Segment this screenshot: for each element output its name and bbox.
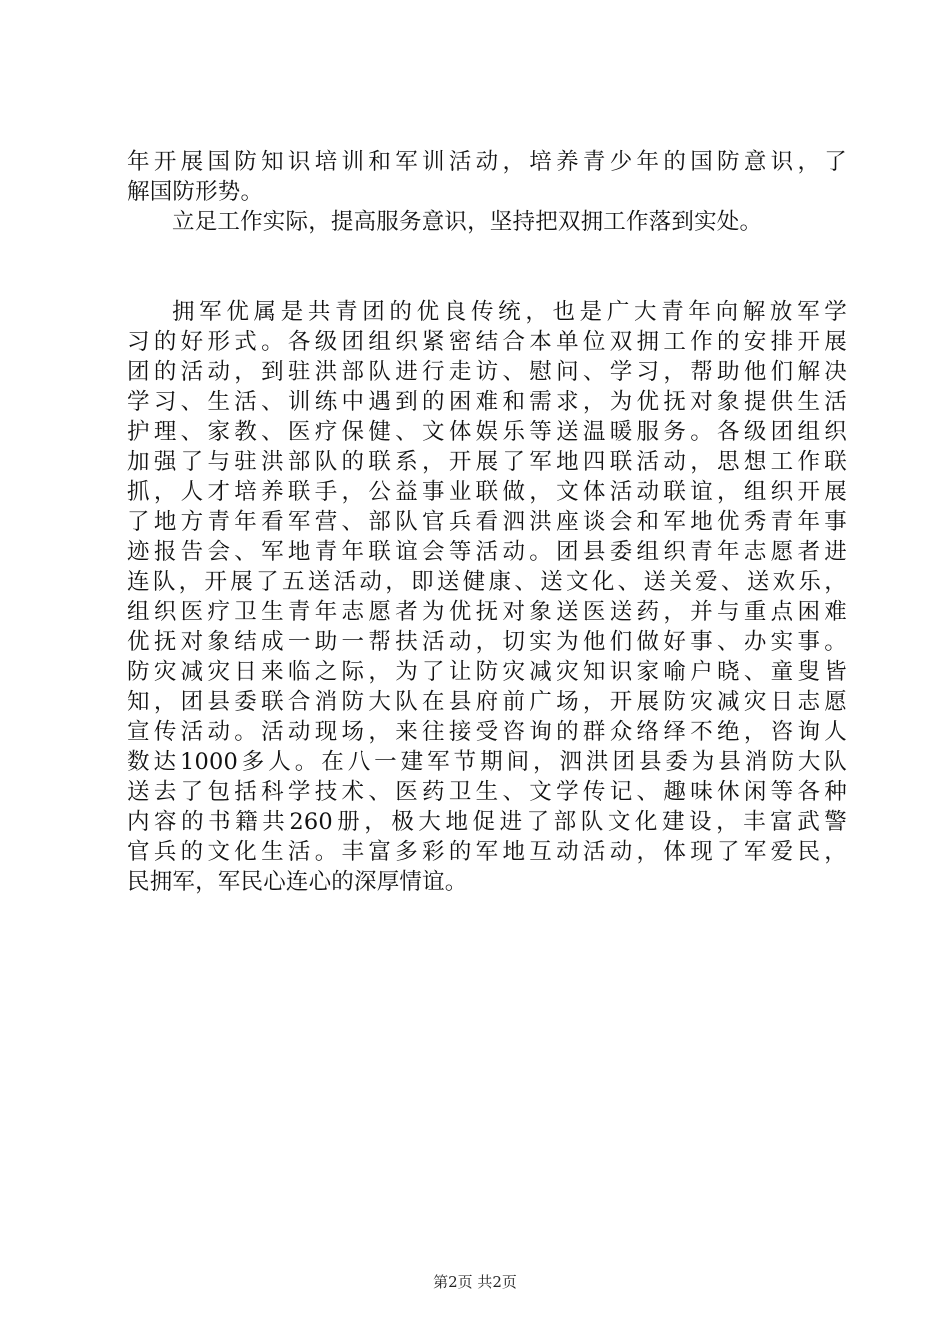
paragraph-gap [127,237,847,297]
text-line: 迹报告会、军地青年联谊会等活动。团县委组织青年志愿者进 [127,539,847,565]
text-line: 民拥军，军民心连心的深厚情谊。 [127,869,468,895]
text-line: 团的活动，到驻洪部队进行走访、慰问、学习，帮助他们解决 [127,359,847,385]
text-line: 宣传活动。活动现场，来往接受咨询的群众络绎不绝，咨询人 [127,719,847,745]
text-line: 连队，开展了五送活动，即送健康、送文化、送关爱、送欢乐， [127,569,847,595]
page-number-label: 第2页 共2页 [433,1273,517,1291]
text-line: 抓，人才培养联手，公益事业联做，文体活动联谊，组织开展 [127,479,847,505]
text-line: 官兵的文化生活。丰富多彩的军地互动活动，体现了军爱民， [127,839,847,865]
text-line: 护理、家教、医疗保健、文体娱乐等送温暖服务。各级团组织 [127,419,847,445]
text-line: 组织医疗卫生青年志愿者为优抚对象送医送药，并与重点困难 [127,599,847,625]
paragraph [127,297,847,897]
text-line: 学习、生活、训练中遇到的困难和需求，为优抚对象提供生活 [127,389,847,415]
text-line: 送去了包括科学技术、医药卫生、文学传记、趣味休闲等各种 [127,779,847,805]
text-line: 内容的书籍共260册，极大地促进了部队文化建设，丰富武警 [127,809,847,835]
text-line: 加强了与驻洪部队的联系，开展了军地四联活动，思想工作联 [127,449,847,475]
paragraph [127,207,847,237]
text-line: 了地方青年看军营、部队官兵看泗洪座谈会和军地优秀青年事 [127,509,847,535]
text-line: 习的好形式。各级团组织紧密结合本单位双拥工作的安排开展 [127,329,847,355]
paragraph [127,147,847,207]
document-body [127,147,847,897]
text-line: 数达1000多人。在八一建军节期间，泗洪团县委为县消防大队 [127,749,847,775]
text-line: 拥军优属是共青团的优良传统，也是广大青年向解放军学 [172,299,847,325]
text-line: 知，团县委联合消防大队在县府前广场，开展防灾减灾日志愿 [127,689,847,715]
text-line: 防灾减灾日来临之际，为了让防灾减灾知识家喻户晓、童叟皆 [127,659,847,685]
page-footer [0,1272,950,1292]
text-line: 解国防形势。 [127,179,264,205]
text-line: 立足工作实际，提高服务意识，坚持把双拥工作落到实处。 [172,209,763,235]
text-line: 优抚对象结成一助一帮扶活动，切实为他们做好事、办实事。 [127,629,847,655]
text-line: 年开展国防知识培训和军训活动，培养青少年的国防意识，了 [127,149,847,175]
